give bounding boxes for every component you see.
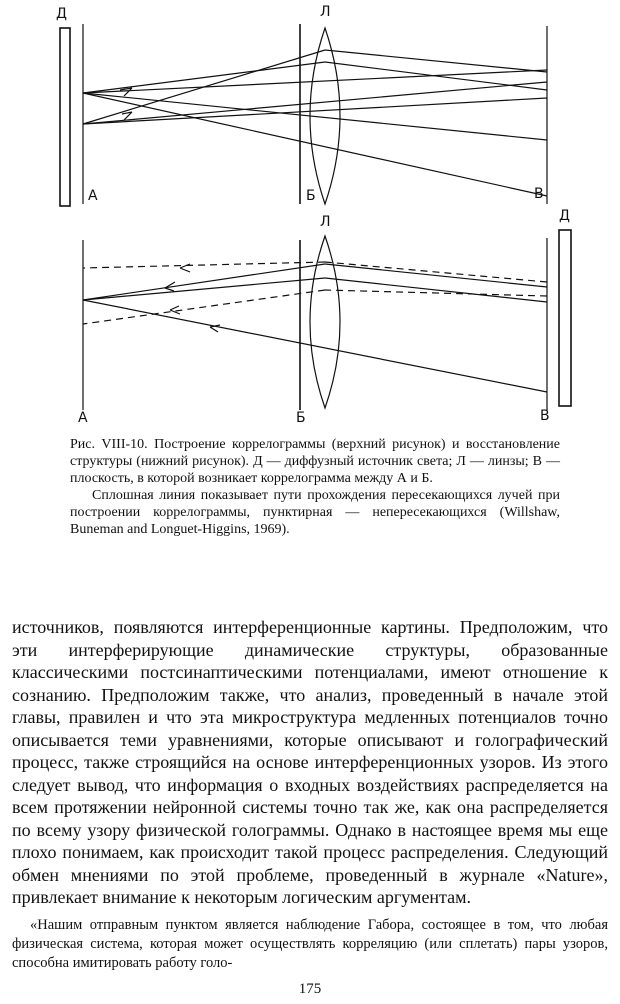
quote-paragraph: «Нашим отправным пунктом является наблюдение Габора, состоящее в том, что любая физическая система, которая может осуществлять корреляцию (или сплетать) пары узоров, способна имитировать работу голо- [12,917,608,971]
label-lens-top: Л [320,4,331,20]
label-lens-bottom: Л [320,214,331,230]
diffuser-plate-bottom [559,230,571,406]
main-paragraph [12,616,608,909]
label-plane-b-bottom: Б [296,410,306,426]
diffuser-plate-top [60,28,70,206]
figure-caption [70,436,560,538]
figure-correlogram [40,0,580,432]
label-plane-a-top: А [88,188,98,204]
label-plane-b-top: Б [306,188,316,204]
page-number: 175 [298,981,322,997]
caption-note: Сплошная линия показывает пути прохождения пересекающихся лучей при построении коррелограммы, пунктирная — непересекающихся (Willshaw, Buneman and Longuet-Higgins, 1969). [70,488,560,537]
caption-text: Построение коррелограммы (верхний рисунок) и восстановление структуры (нижний рисунок). Д — диффузный источник света; Л — линзы; В — плоскость, в которой возникает коррелограмма между А и Б. [70,437,560,486]
quote-block [12,916,608,973]
caption-prefix: Рис. VIII-10. [70,437,148,452]
figure-diagram [40,0,580,432]
label-diffuser-top: Д [56,6,67,22]
label-plane-v-bottom: В [540,408,550,424]
lens-bottom [310,236,340,408]
label-plane-a-bottom: А [78,410,88,426]
body-paragraph: источников, появляются интерференционные картины. Предположим, что эти интерферирующие динамические структуры, образованные классическими постсинаптическими потенциалами, имеют отношение к сознанию. Предположим также, что анализ, проведенный в начале этой главы, правилен и что эта микроструктура медленных потенциалов точно описывается теми уравнениями, которые описывают и голографический процесс, также строящийся на основе интерференционных узоров. Из этого следует вывод, что информация о входных воздействиях распределяется на всем протяжении нейронной системы точно так же, как она распределяется по всему узору физической голограммы. Однако в настоящее время мы еще плохо понимаем, как происходит такой процесс распределения. Следующий обмен мнениями по этой проблеме, проведенный в журнале «Nature», привлекает внимание к некоторым логическим аргументам. [12,617,608,907]
label-diffuser-bottom: Д [559,208,570,224]
label-plane-v-top: В [534,186,544,202]
